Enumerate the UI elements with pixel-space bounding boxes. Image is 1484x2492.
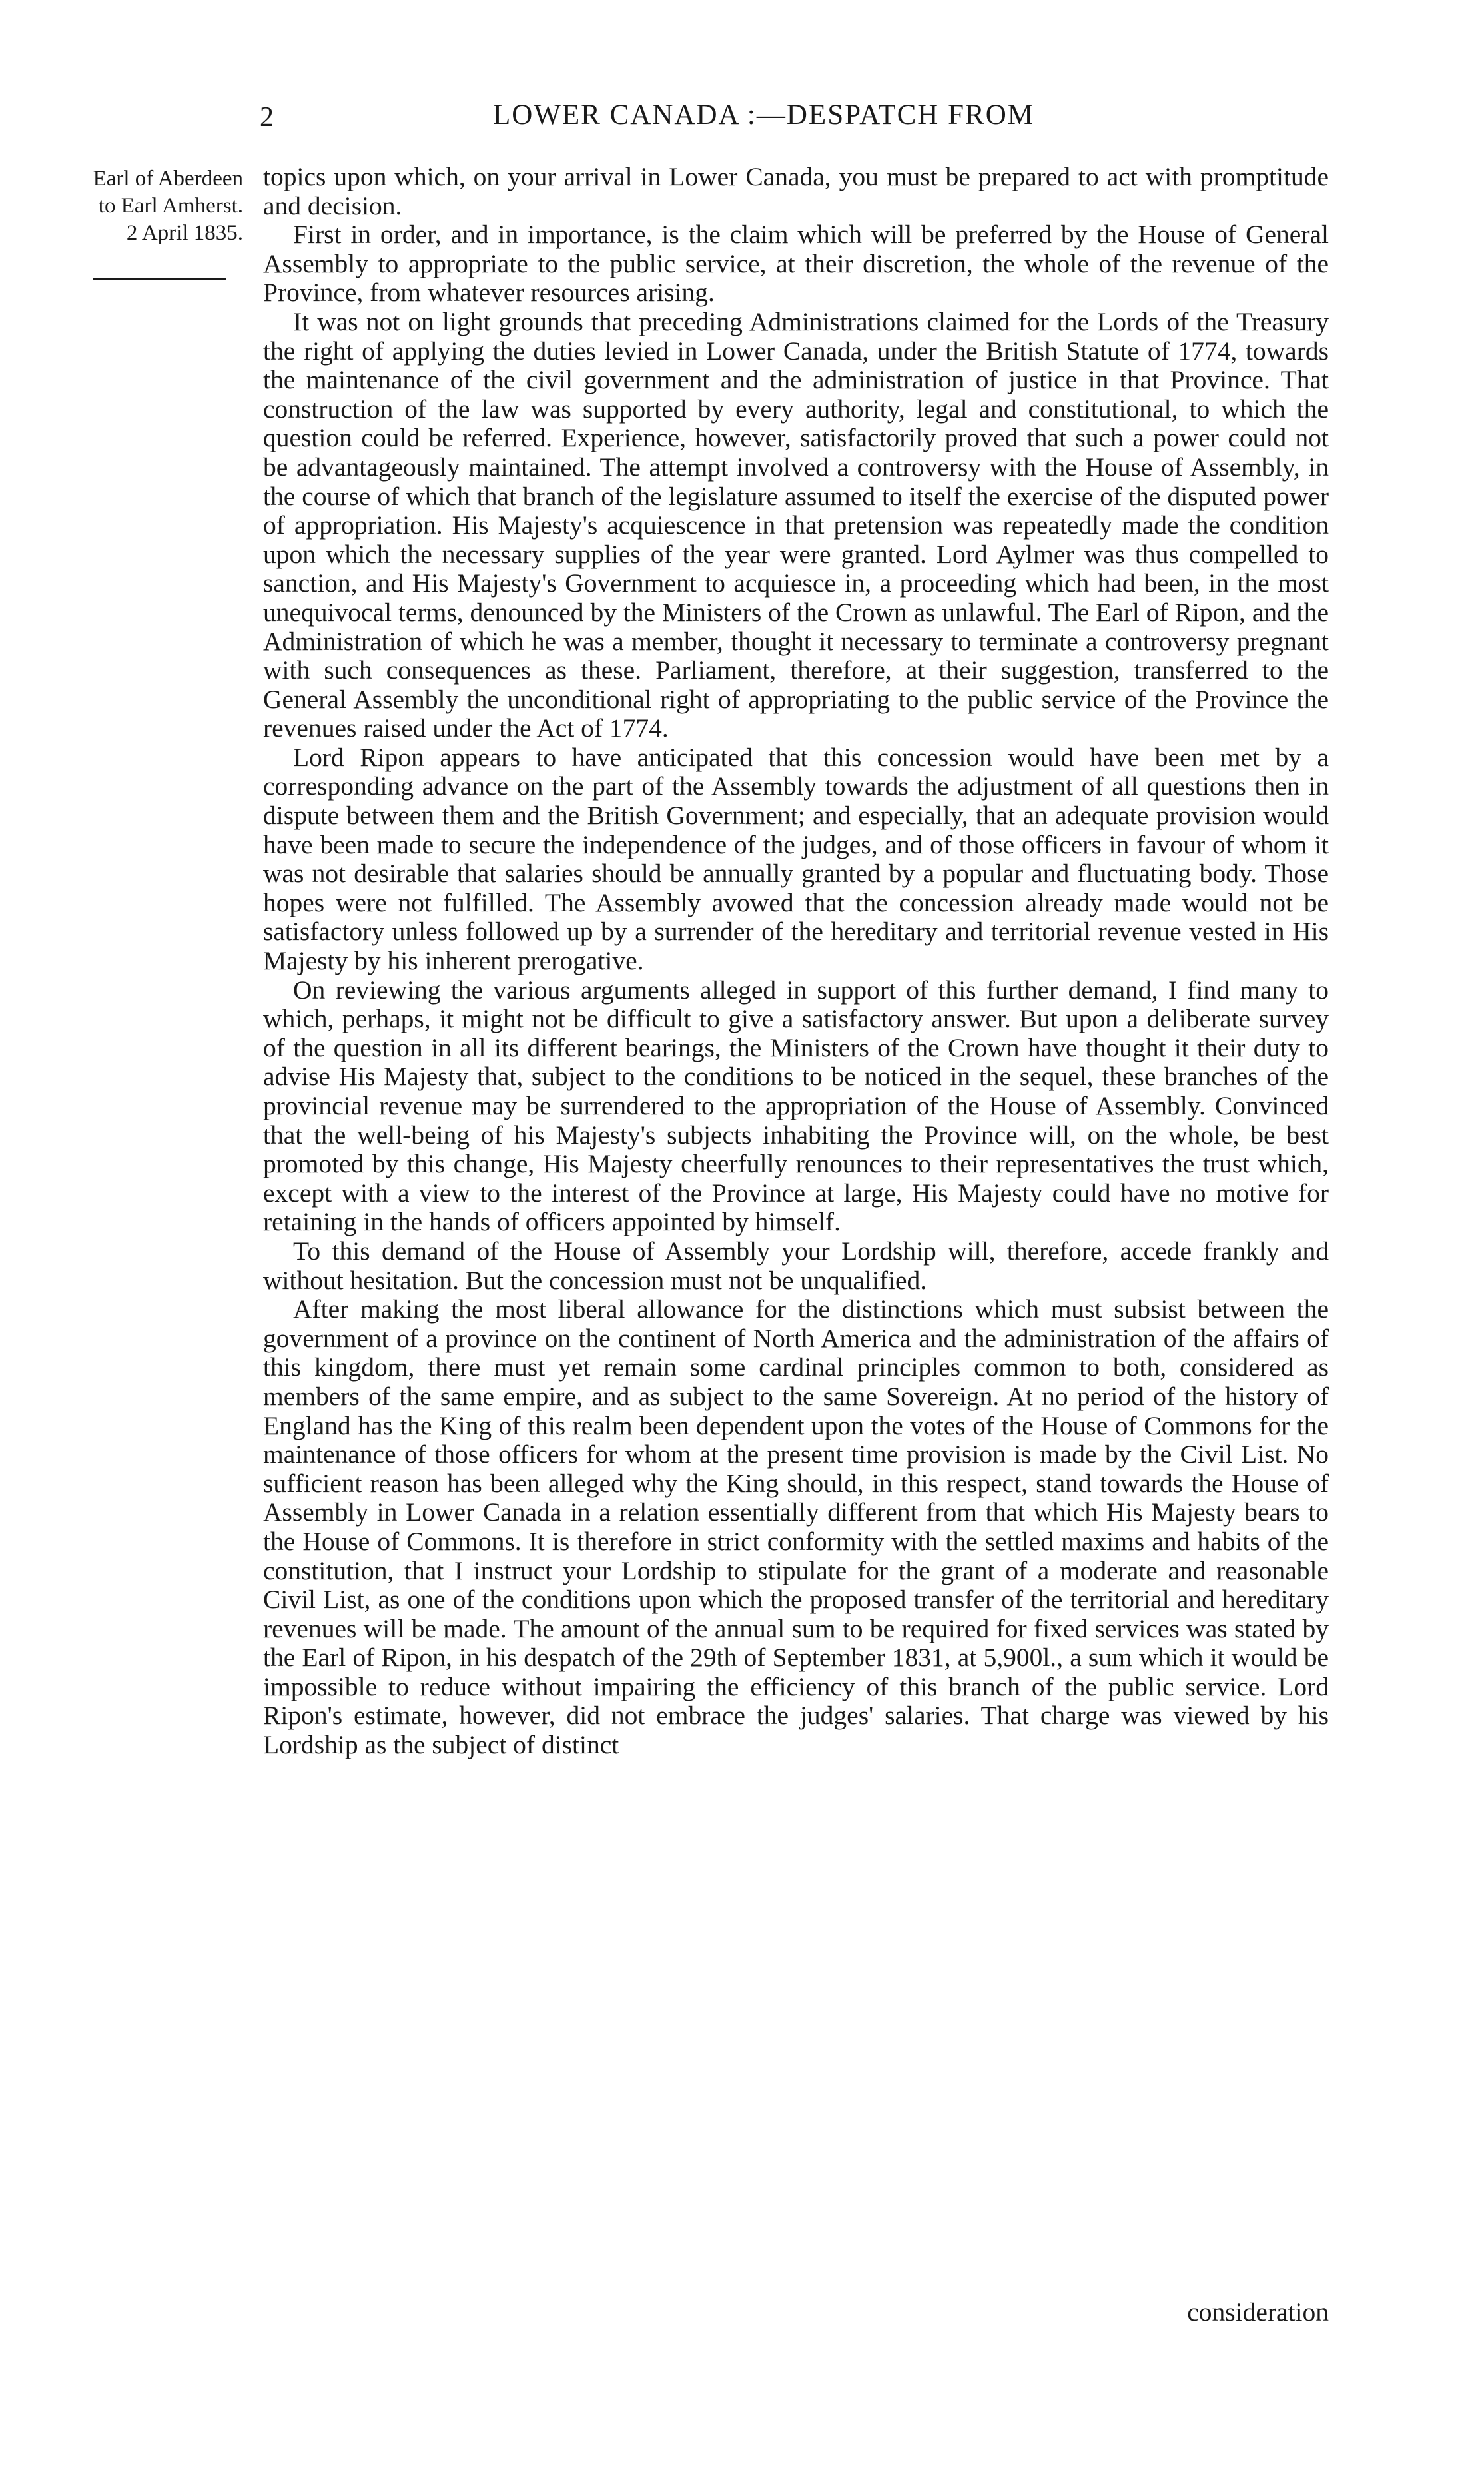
margin-note-line-2: to Earl Amherst.: [98, 194, 243, 218]
page-number: 2: [260, 102, 274, 133]
body-text: [263, 163, 1329, 1760]
margin-rule: [93, 278, 226, 280]
paragraph-5: On reviewing the various arguments alleged in support of this further demand, I find many to which, perhaps, it might not be difficult to give a satisfactory answer. But upon a deliberate survey of the question in all its different bearings, the Ministers of the Crown have thought it their duty to advise His Majesty that, subject to the conditions to be noticed in the sequel, these branches of the provincial revenue may be surrendered to the appropriation of the House of Assembly. Convinced that the well-being of his Majesty's subjects inhabiting the Province will, on the whole, be best promoted by this change, His Majesty cheerfully renounces to their representatives the trust which, except with a view to the interest of the Province at large, His Majesty could have no motive for retaining in the hands of officers appointed by himself.: [263, 975, 1329, 1237]
margin-note-line-1: Earl of Aberdeen: [93, 167, 243, 191]
margin-note-line-3: 2 April 1835.: [126, 221, 243, 245]
paragraph-4: Lord Ripon appears to have anticipated that this concession would have been met by a corresponding advance on the part of the Assembly towards the adjustment of all questions then in dispute between them and the British Government; and especially, that an adequate provision would have been made to secure the independence of the judges, and of those officers in favour of whom it was not desirable that salaries should be annually granted by a popular and fluctuating body. Those hopes were not fulfilled. The Assembly avowed that the concession already made would not be satisfactory unless followed up by a surrender of the hereditary and territorial revenue vested in His Majesty by his inherent prerogative.: [263, 742, 1329, 976]
paragraph-1: topics upon which, on your arrival in Lower Canada, you must be prepared to act with promptitude and decision.: [263, 162, 1329, 220]
paragraph-2: First in order, and in importance, is the claim which will be preferred by the House of General Assembly to appropriate to the public service, at their discretion, the whole of the revenue of the Province, from whatever resources arising.: [263, 220, 1329, 308]
running-head: LOWER CANADA :—DESPATCH FROM: [493, 99, 1034, 131]
paragraph-6: To this demand of the House of Assembly your Lordship will, therefore, accede frankly and without hesitation. But the concession must not be unqualified.: [263, 1236, 1329, 1295]
paragraph-3: It was not on light grounds that preceding Administrations claimed for the Lords of the Treasury the right of applying the duties levied in Lower Canada, under the British Statute of 1774, towards the maintenance of the civil government and the administration of justice in that Province. That construction of the law was supported by every authority, legal and constitutional, to which the question could be referred. Experience, however, satisfactorily proved that such a power could not be advantageously maintained. The attempt involved a controversy with the House of Assembly, in the course of which that branch of the legislature assumed to itself the exercise of the disputed power of appropriation. His Majesty's acquiescence in that pretension was repeatedly made the condition upon which the necessary supplies of the year were granted. Lord Aylmer was thus compelled to sanction, and His Majesty's Government to acquiesce in, a proceeding which had been, in the most unequivocal terms, denounced by the Ministers of the Crown as unlawful. The Earl of Ripon, and the Administration of which he was a member, thought it necessary to terminate a controversy pregnant with such consequences as these. Parliament, therefore, at their suggestion, transferred to the General Assembly the unconditional right of appropriating to the public service of the Province the revenues raised under the Act of 1774.: [263, 306, 1329, 743]
paragraph-7: After making the most liberal allowance for the distinctions which must subsist between the government of a province on the continent of North America and the administration of the affairs of this kingdom, there must yet remain some cardinal principles common to both, considered as members of the same empire, and as subject to the same Sovereign. At no period of the history of England has the King of this realm been dependent upon the votes of the House of Commons for the maintenance of those officers for whom at the present time provision is made by the Civil List. No sufficient reason has been alleged why the King should, in this respect, stand towards the House of Assembly in Lower Canada in a relation essentially different from that which His Majesty bears to the House of Commons. It is therefore in strict conformity with the settled maxims and habits of the constitution, that I instruct your Lordship to stipulate for the grant of a moderate and reasonable Civil List, as one of the conditions upon which the proposed transfer of the territorial and hereditary revenues will be made. The amount of the annual sum to be required for fixed services was stated by the Earl of Ripon, in his despatch of the 29th of September 1831, at 5,900l., a sum which it would be impossible to reduce without impairing the efficiency of this branch of the public service. Lord Ripon's estimate, however, did not embrace the judges' salaries. That charge was viewed by his Lordship as the subject of distinct: [263, 1294, 1329, 1760]
catchword: consideration: [1187, 2297, 1329, 2327]
margin-note: [37, 165, 243, 247]
